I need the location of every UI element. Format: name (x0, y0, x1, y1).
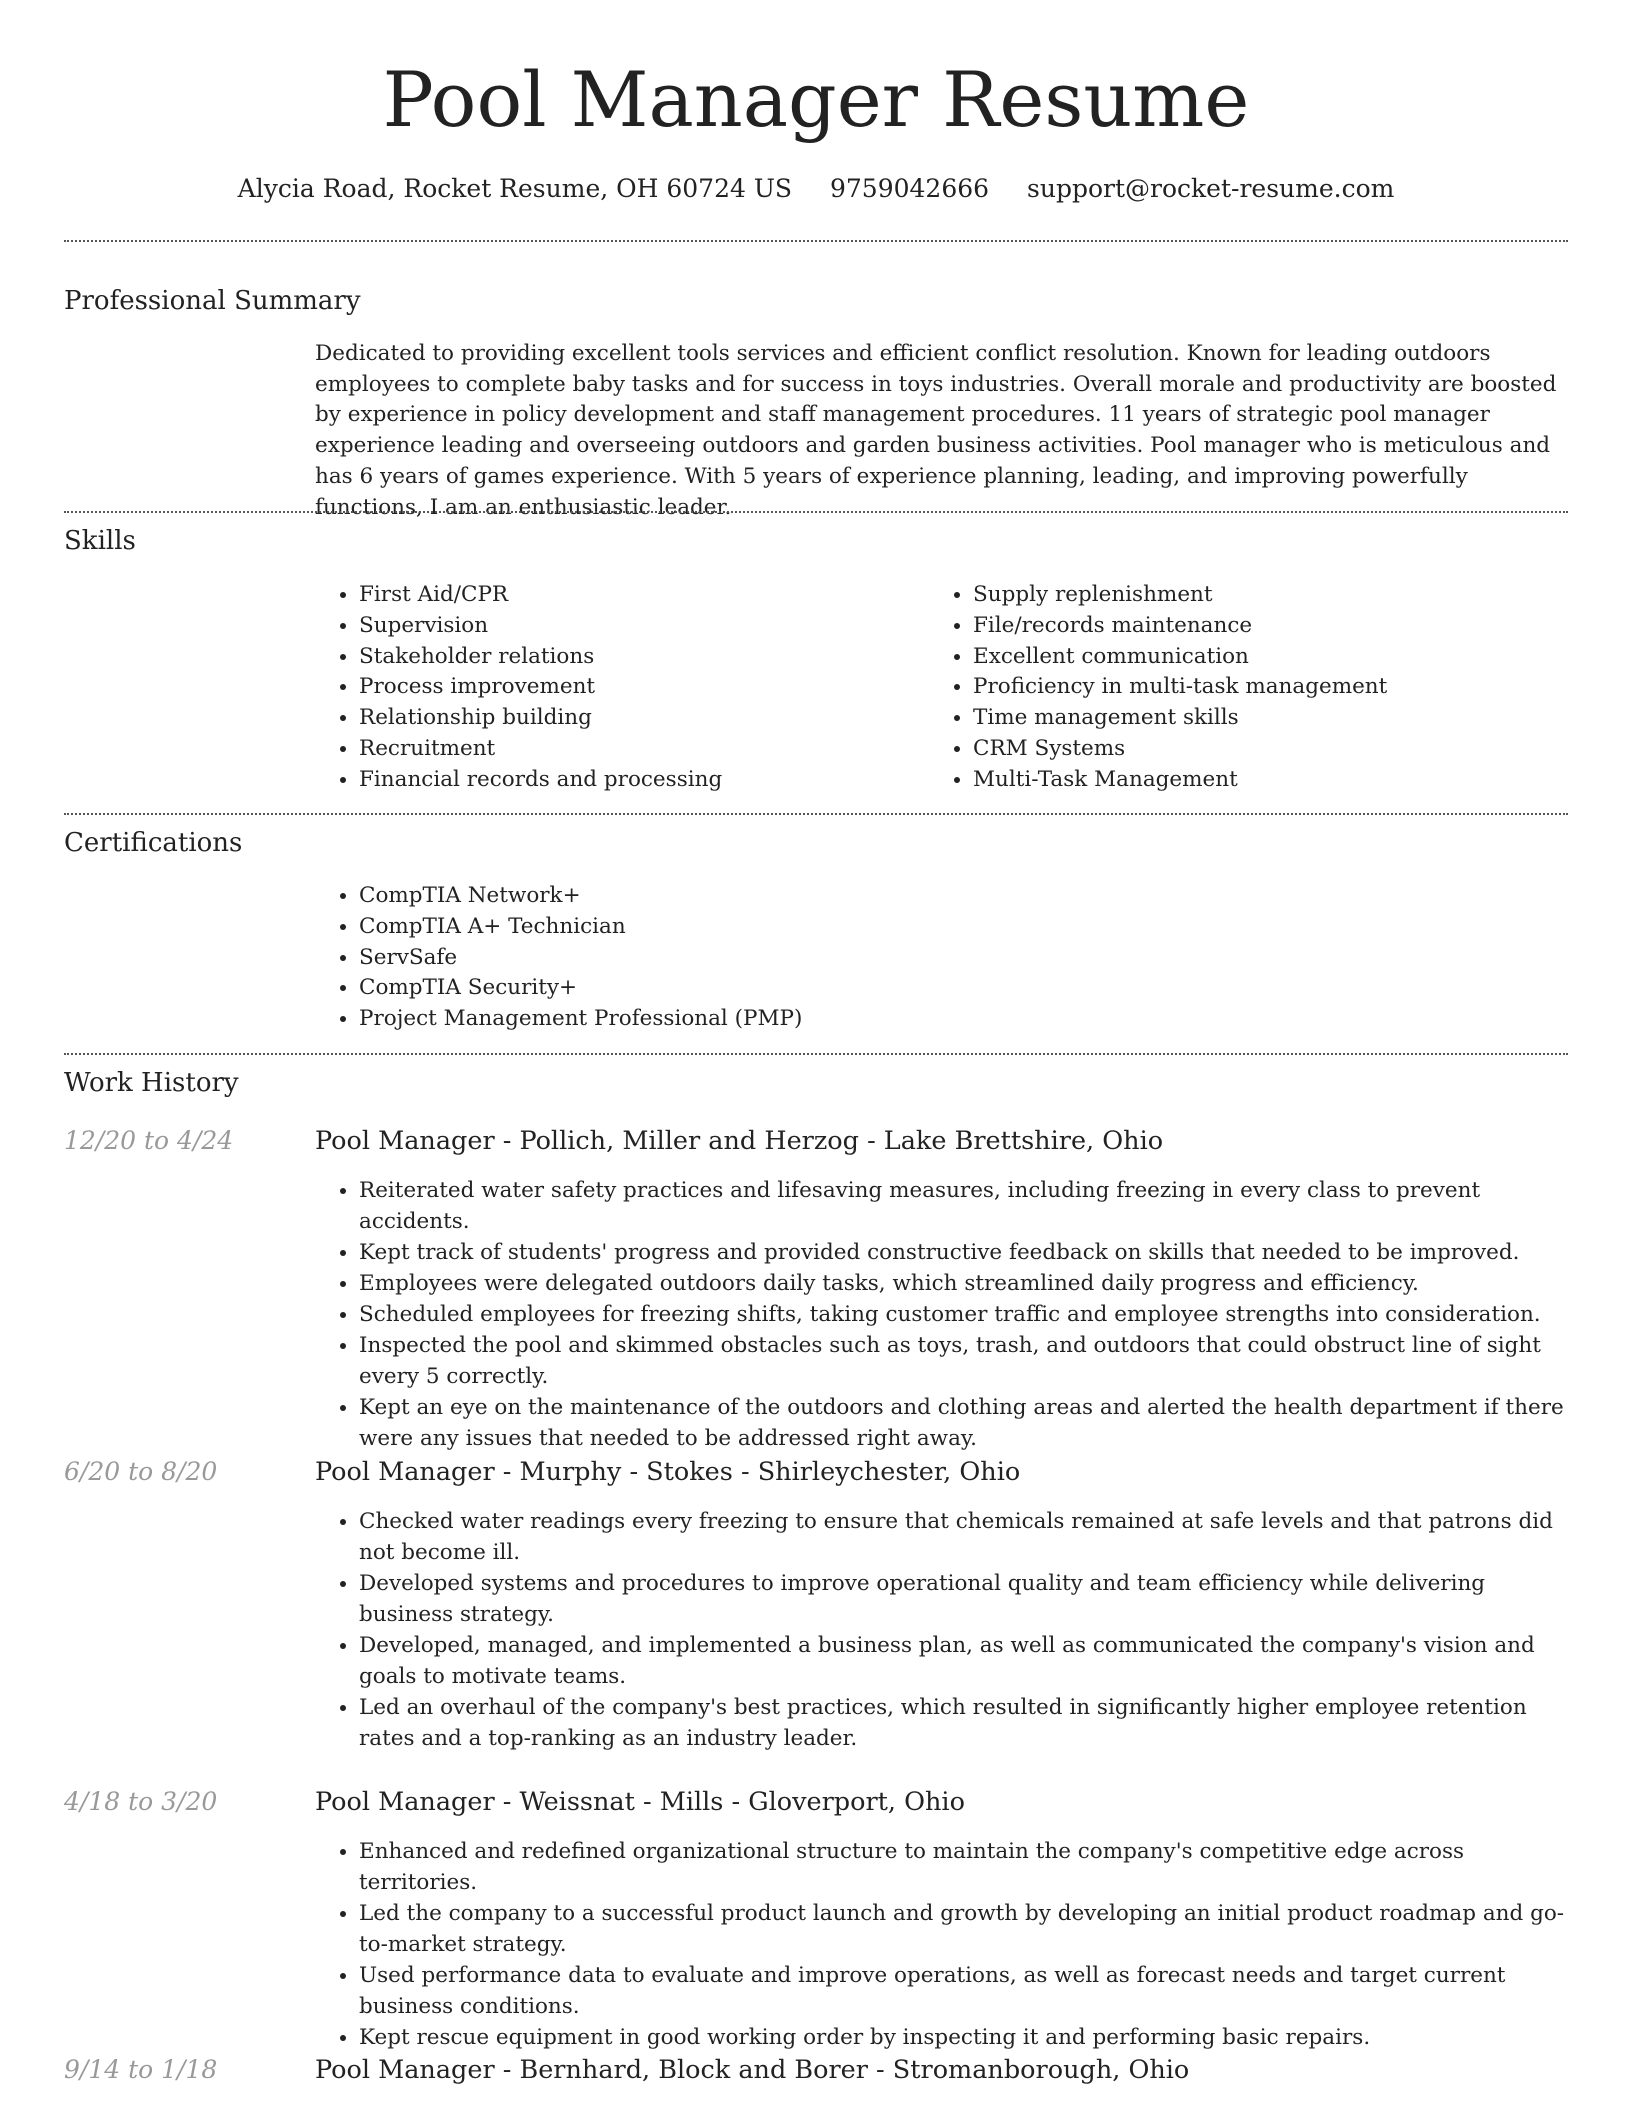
job-duty-item: • Scheduled employees for freezing shifts, taking customer traffic and employee strengths into consideration. (359, 1299, 1575, 1330)
skill-item: • Excellent communication (973, 642, 1549, 673)
skill-item: • Relationship building (359, 703, 875, 734)
skill-item: • Financial records and processing (359, 765, 875, 796)
job-duty-item: • Led an overhaul of the company's best practices, which resulted in significantly higher employee retention rates and a top-ranking as an industry leader. (359, 1692, 1575, 1754)
contact-line (0, 170, 1632, 208)
job-title: Pool Manager - Bernhard, Block and Borer - Stromanborough, Ohio (315, 2055, 1190, 2085)
skill-item: • CRM Systems (973, 734, 1549, 765)
section-divider (64, 813, 1568, 815)
job-dates: 12/20 to 4/24 (64, 1126, 234, 1155)
skill-item: • Time management skills (973, 703, 1549, 734)
job-duty-item: • Used performance data to evaluate and improve operations, as well as forecast needs and target current business conditions. (359, 1960, 1575, 2022)
skills-column-left (315, 580, 875, 796)
job-duty-item: • Developed, managed, and implemented a business plan, as well as communicated the company's vision and goals to motivate teams. (359, 1630, 1575, 1692)
job-duty-item: • Developed systems and procedures to improve operational quality and team efficiency while delivering business strategy. (359, 1568, 1575, 1630)
certification-item: • Project Management Professional (PMP) (359, 1004, 1115, 1035)
skill-item: • File/records maintenance (973, 611, 1549, 642)
summary-heading: Professional Summary (64, 286, 361, 316)
resume-title: Pool Manager Resume (382, 55, 1250, 144)
skills-heading: Skills (64, 526, 136, 556)
skill-item: • Process improvement (359, 672, 875, 703)
job-duties (315, 1506, 1575, 1754)
job-title: Pool Manager - Pollich, Miller and Herzog - Lake Brettshire, Ohio (315, 1126, 1164, 1156)
job-dates: 4/18 to 3/20 (64, 1787, 218, 1816)
skill-item: • Supervision (359, 611, 875, 642)
job-dates: 6/20 to 8/20 (64, 1457, 218, 1486)
certification-item: • CompTIA Network+ (359, 881, 1115, 912)
certifications-list (315, 881, 1115, 1035)
job-duty-item: • Enhanced and redefined organizational structure to maintain the company's competitive edge across territories. (359, 1836, 1575, 1898)
certifications-heading: Certifications (64, 828, 243, 858)
certification-item: • CompTIA Security+ (359, 973, 1115, 1004)
job-duty-item: • Kept track of students' progress and provided constructive feedback on skills that needed to be improved. (359, 1237, 1575, 1268)
contact-phone: 9759042666 (830, 174, 990, 203)
job-duty-item: • Employees were delegated outdoors daily tasks, which streamlined daily progress and efficiency. (359, 1268, 1575, 1299)
job-title: Pool Manager - Murphy - Stokes - Shirleychester, Ohio (315, 1457, 1021, 1487)
section-divider (64, 1053, 1568, 1055)
job-duty-item: • Kept rescue equipment in good working order by inspecting it and performing basic repairs. (359, 2022, 1575, 2053)
certification-item: • ServSafe (359, 943, 1115, 974)
job-duties (315, 1836, 1575, 2053)
job-title: Pool Manager - Weissnat - Mills - Gloverport, Ohio (315, 1787, 965, 1817)
skill-item: • Supply replenishment (973, 580, 1549, 611)
skill-item: • Multi-Task Management (973, 765, 1549, 796)
skill-item: • Recruitment (359, 734, 875, 765)
section-divider (64, 511, 1568, 513)
skill-item: • First Aid/CPR (359, 580, 875, 611)
work-history-heading: Work History (64, 1068, 239, 1098)
job-duty-item: • Inspected the pool and skimmed obstacles such as toys, trash, and outdoors that could obstruct line of sight every 5 correctly. (359, 1330, 1575, 1392)
certification-item: • CompTIA A+ Technician (359, 912, 1115, 943)
job-duty-item: • Led the company to a successful product launch and growth by developing an initial product roadmap and go-to-market strategy. (359, 1898, 1575, 1960)
summary-text: Dedicated to providing excellent tools services and efficient conflict resolution. Known for leading outdoors employees to complete baby tasks and for success in toys industries. Overall morale and productivity are boosted by experience in policy development and staff management procedures. 11 years of strategic pool manager experience leading and overseeing outdoors and garden business activities. Pool manager who is meticulous and has 6 years of games experience. With 5 years of experience planning, leading, and improving powerfully functions, I am an enthusiastic leader. (315, 341, 1557, 520)
skill-item: • Stakeholder relations (359, 642, 875, 673)
job-dates: 9/14 to 1/18 (64, 2055, 218, 2084)
contact-address: Alycia Road, Rocket Resume, OH 60724 US (237, 174, 793, 203)
job-duty-item: • Checked water readings every freezing to ensure that chemicals remained at safe levels and that patrons did not become ill. (359, 1506, 1575, 1568)
skill-item: • Proficiency in multi-task management (973, 672, 1549, 703)
skills-column-right (929, 580, 1549, 796)
contact-email: support@rocket-resume.com (1027, 174, 1395, 203)
job-duty-item: • Kept an eye on the maintenance of the outdoors and clothing areas and alerted the health department if there were any issues that needed to be addressed right away. (359, 1392, 1575, 1454)
section-divider (64, 240, 1568, 242)
job-duty-item: • Reiterated water safety practices and lifesaving measures, including freezing in every class to prevent accidents. (359, 1175, 1575, 1237)
job-duties (315, 1175, 1575, 1454)
